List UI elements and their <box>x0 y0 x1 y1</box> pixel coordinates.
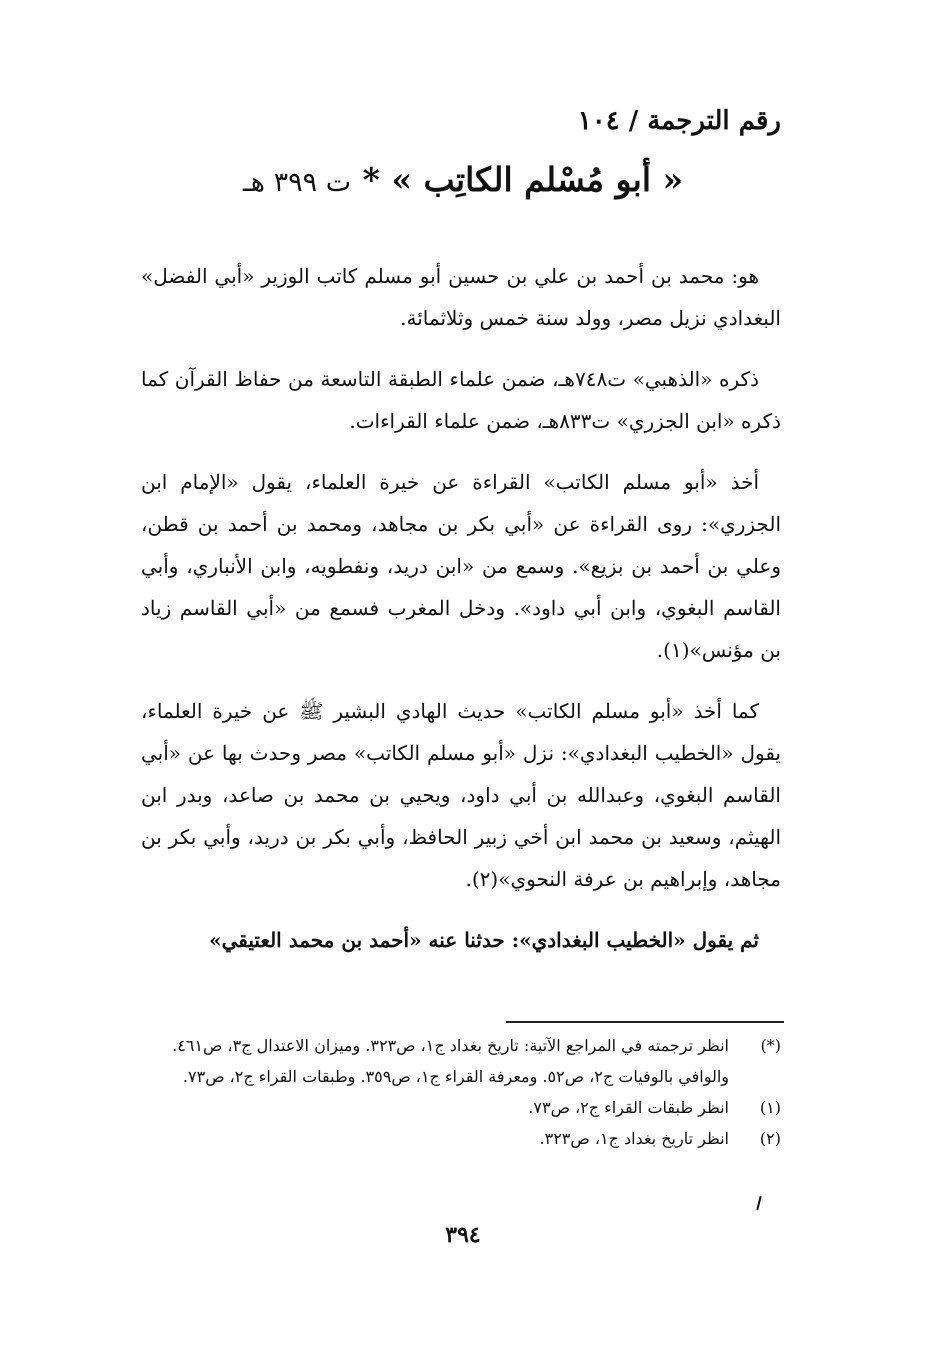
page-number: ٣٩٤ <box>445 1222 481 1248</box>
footnote-mark: (*) <box>760 1036 781 1055</box>
footnote-text: انظر ترجمته في المراجع الآتية: تاريخ بغداد ج١، ص٣٢٣. وميزان الاعتدال ج٣، ص٤٦١. والوافي بالوفيات ج٢، ص٥٢. ومعرفة القراء ج١، ص٣٥٩. وطبقات القراء ج٢، ص٧٣. <box>172 1036 729 1086</box>
footnote-marker: * <box>351 160 392 199</box>
entry-number: رقم الترجمة / ١٠٤ <box>577 106 781 136</box>
death-date: ت ٣٩٩ هـ <box>242 167 352 198</box>
footnote-divider <box>506 1021 784 1023</box>
stray-pen-mark <box>756 1196 761 1210</box>
biography-text <box>141 255 781 961</box>
paragraph-students: ثم يقول «الخطيب البغدادي»: حدثنا عنه «أحمد بن محمد العتيقي» <box>209 928 759 952</box>
paragraph-identity: هو: محمد بن أحمد بن علي بن حسين أبو مسلم كاتب الوزير «أبي الفضل» البغدادي نزيل مصر، وولد سنة خمس وثلاثمائة. <box>141 264 781 330</box>
paragraph-mentions: ذكره «الذهبي» ت٧٤٨هـ، ضمن علماء الطبقة التاسعة من حفاظ القرآن كما ذكره «ابن الجزري» ت٨٣٣هـ، ضمن علماء القراءات. <box>141 367 781 433</box>
footnote-text: انظر تاريخ بغداد ج١، ص٣٢٣. <box>539 1129 729 1148</box>
footnotes <box>141 1030 781 1154</box>
entry-title <box>0 160 926 199</box>
paragraph-hadith-teachers: كما أخذ «أبو مسلم الكاتب» حديث الهادي البشير ﷺ عن خيرة العلماء، يقول «الخطيب البغدادي»: نزل «أبو مسلم الكاتب» مصر وحدث بها عن «أبي القاسم البغوي، وعبدالله بن أبي داود، ويحيي بن محمد بن صاعد، وبدر ابن الهيثم، وسعيد بن محمد ابن أخي زبير الحافظ، وأبي بكر بن دريد، وأبي بكر بن مجاهد، وإبراهيم بن عرفة النحوي»(٢). <box>141 699 781 891</box>
footnote-mark: (١) <box>759 1098 781 1117</box>
footnote-text: انظر طبقات القراء ج٢، ص٧٣. <box>528 1098 729 1117</box>
footnote-item <box>141 1092 781 1123</box>
paragraph-qiraat-teachers: أخذ «أبو مسلم الكاتب» القراءة عن خيرة العلماء، يقول «الإمام ابن الجزري»: روى القراءة عن «أبي بكر بن مجاهد، ومحمد بن أحمد بن قطن، وعلي بن أحمد بن بزيع». وسمع من «ابن دريد، ونفطويه، وابن الأنباري، وأبي القاسم البغوي، وابن أبي داود». ودخل المغرب فسمع من «أبي القاسم زياد بن مؤنس»(١). <box>141 470 781 662</box>
footnote-item <box>141 1123 781 1154</box>
footnote-mark: (٢) <box>759 1129 781 1148</box>
footnote-item <box>141 1030 781 1092</box>
subject-name: « أبو مُسْلم الكاتِب » <box>391 160 684 199</box>
